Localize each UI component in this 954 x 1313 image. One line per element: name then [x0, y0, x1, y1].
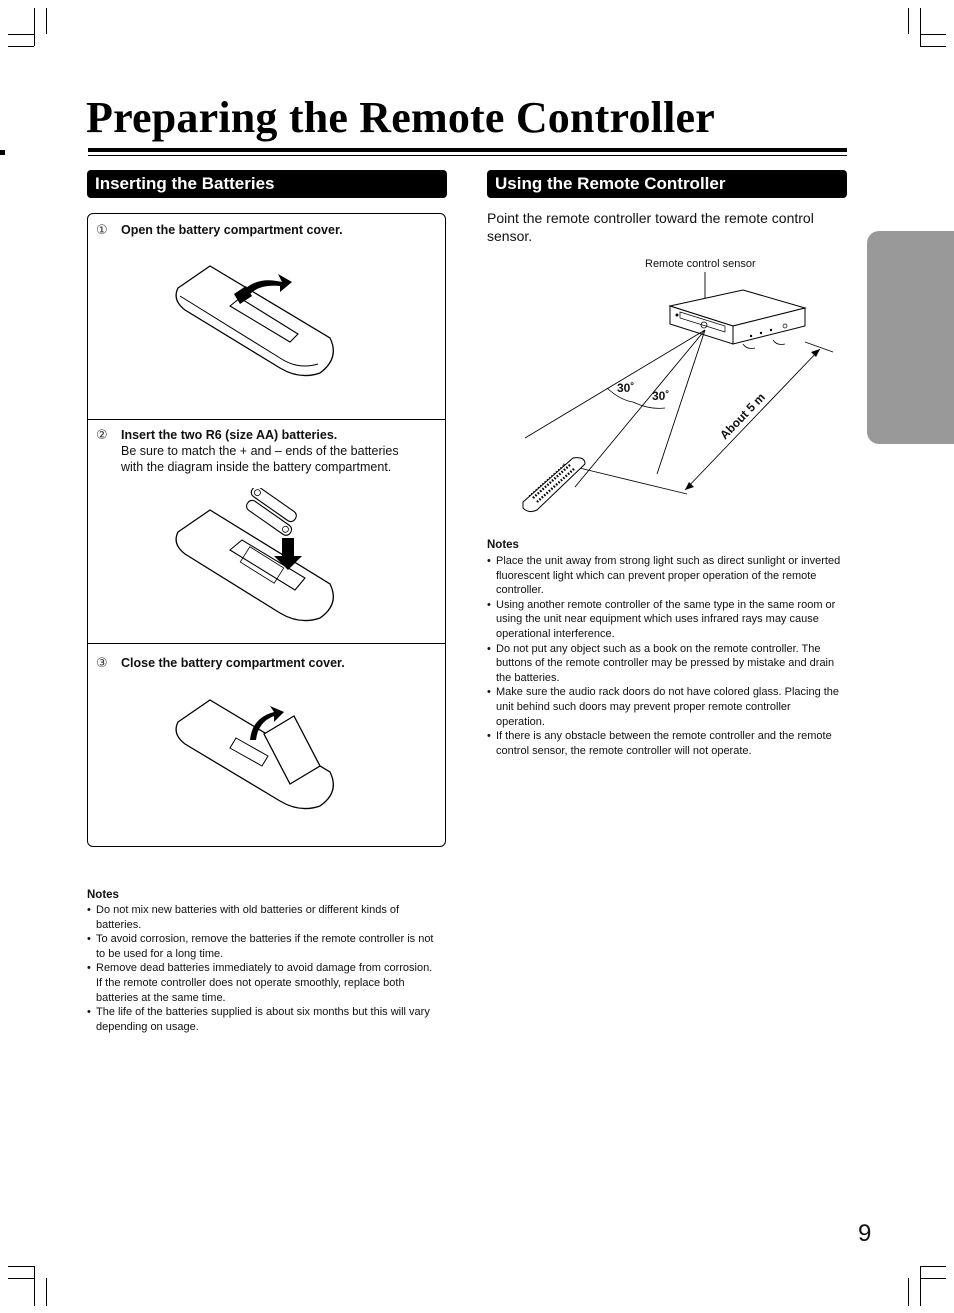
angle-label-left: 30˚ [617, 381, 635, 395]
angle-label-right: 30˚ [652, 389, 670, 403]
distance-label: About 5 m [717, 390, 768, 443]
crop-mark [34, 8, 35, 46]
step-divider [87, 419, 446, 420]
remote-close-cover-illustration [170, 696, 340, 816]
intro-text: Point the remote controller toward the remote control sensor. [487, 210, 814, 244]
section-heading-using-remote: Using the Remote Controller [487, 170, 847, 198]
note-item: • Using another remote controller of the same type in the same room or using the unit near equipment which uses infrared rays may cause operational interference. [487, 598, 842, 642]
note-item: • Make sure the audio rack doors do not have colored glass. Placing the unit behind such doors may prevent proper remote controller operation. [487, 685, 842, 729]
note-item: • Do not put any object such as a book on the remote controller. The buttons of the remote controller may be pressed by mistake and drain the batteries. [487, 642, 842, 686]
section-heading-inserting-batteries: Inserting the Batteries [87, 170, 447, 198]
note-item: • To avoid corrosion, remove the batteries if the remote controller is not to be used for a long time. [87, 932, 435, 961]
sensor-label: Remote control sensor [645, 258, 756, 270]
chapter-side-tab [867, 231, 954, 444]
crop-mark [8, 46, 34, 47]
crop-mark [920, 46, 946, 47]
notes-heading: Notes [487, 539, 519, 551]
step-title: Open the battery compartment cover. [121, 223, 343, 237]
step-title: Close the battery compartment cover. [121, 656, 345, 670]
crop-mark [8, 1278, 34, 1279]
crop-mark [908, 8, 909, 34]
crop-mark [920, 8, 921, 46]
step-number: ② [96, 427, 108, 442]
step-title: Insert the two R6 (size AA) batteries. [121, 428, 338, 442]
crop-mark [8, 1266, 34, 1267]
crop-mark [46, 1278, 47, 1306]
page-title: Preparing the Remote Controller [86, 93, 715, 142]
battery-notes-list [87, 903, 435, 1034]
note-item: • The life of the batteries supplied is about six months but this will vary depending on usage. [87, 1005, 435, 1034]
crop-mark [920, 1266, 946, 1267]
crop-mark [920, 34, 946, 35]
remote-notes-list [487, 554, 842, 758]
notes-heading: Notes [87, 889, 119, 901]
step-description: Be sure to match the + and – ends of the batteries with the diagram inside the battery compartment. [121, 444, 399, 474]
note-item: • Place the unit away from strong light such as direct sunlight or inverted fluorescent light which can prevent proper operation of the remote controller. [487, 554, 842, 598]
step-number: ① [96, 222, 108, 237]
step-number: ③ [96, 655, 108, 670]
note-item: • Remove dead batteries immediately to avoid damage from corrosion. If the remote controller does not operate smoothly, replace both batteries at the same time. [87, 961, 435, 1005]
page-number: 9 [858, 1220, 872, 1247]
margin-mark [0, 150, 5, 155]
remote-insert-batteries-illustration [170, 488, 340, 628]
crop-mark [920, 1278, 946, 1279]
step-divider [87, 643, 446, 644]
note-item: • If there is any obstacle between the remote controller and the remote control sensor, the remote controller will not operate. [487, 729, 842, 758]
note-item: • Do not mix new batteries with old batteries or different kinds of batteries. [87, 903, 435, 932]
title-rule-thin [88, 155, 847, 156]
crop-mark [46, 8, 47, 34]
crop-mark [34, 1266, 35, 1306]
title-rule [88, 148, 847, 152]
crop-mark [920, 1266, 921, 1306]
remote-open-cover-illustration [170, 258, 340, 383]
crop-mark [8, 34, 34, 35]
remote-range-diagram [515, 252, 855, 522]
crop-mark [908, 1278, 909, 1306]
